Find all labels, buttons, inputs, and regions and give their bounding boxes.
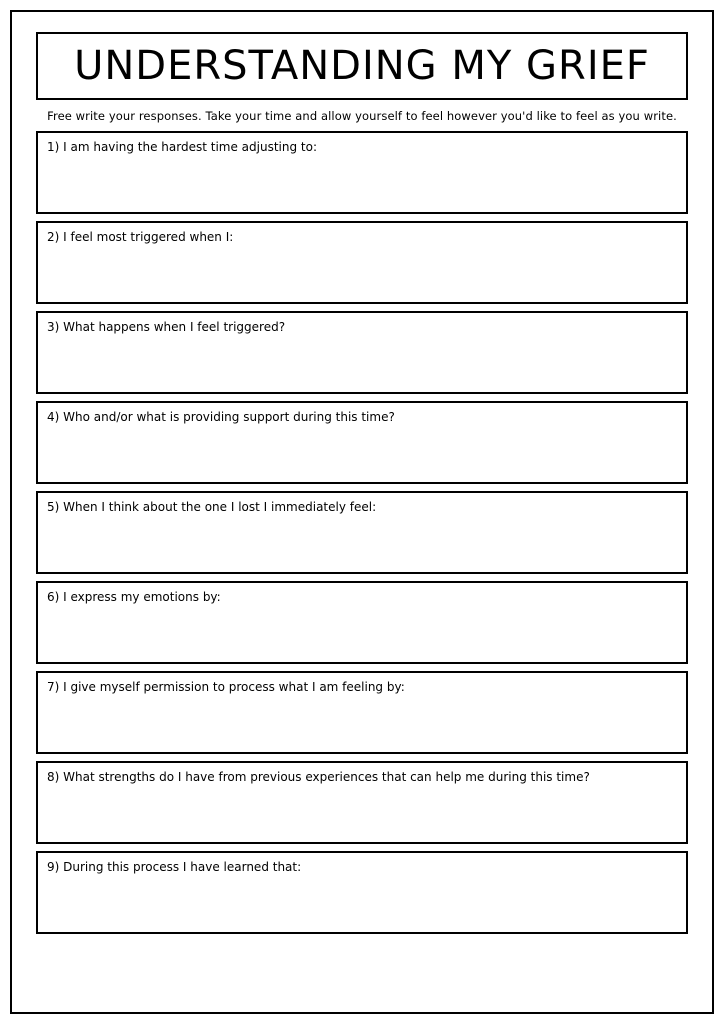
question-label-2: 2) I feel most triggered when I: <box>47 230 234 244</box>
answer-area-5[interactable] <box>47 524 677 566</box>
question-box-2[interactable] <box>36 221 688 304</box>
question-box-3[interactable] <box>36 311 688 394</box>
question-label-5: 5) When I think about the one I lost I immediately feel: <box>47 500 377 514</box>
question-box-6[interactable] <box>36 581 688 664</box>
question-label-6: 6) I express my emotions by: <box>47 590 221 604</box>
question-box-7[interactable] <box>36 671 688 754</box>
question-label-3: 3) What happens when I feel triggered? <box>47 320 286 334</box>
question-box-8[interactable] <box>36 761 688 844</box>
question-label-1: 1) I am having the hardest time adjusting to: <box>47 140 317 154</box>
answer-area-3[interactable] <box>47 344 677 386</box>
answer-area-6[interactable] <box>47 614 677 656</box>
question-box-5[interactable] <box>36 491 688 574</box>
question-label-8: 8) What strengths do I have from previous experiences that can help me during this time? <box>47 770 590 784</box>
title-banner <box>36 32 688 100</box>
question-box-4[interactable] <box>36 401 688 484</box>
answer-area-9[interactable] <box>47 884 677 926</box>
answer-area-7[interactable] <box>47 704 677 746</box>
question-box-9[interactable] <box>36 851 688 934</box>
question-box-1[interactable] <box>36 131 688 214</box>
question-label-7: 7) I give myself permission to process what I am feeling by: <box>47 680 405 694</box>
question-label-4: 4) Who and/or what is providing support during this time? <box>47 410 395 424</box>
answer-area-1[interactable] <box>47 164 677 206</box>
answer-area-4[interactable] <box>47 434 677 476</box>
instructions-text: Free write your responses. Take your time and allow yourself to feel however you'd like to feel as you write. <box>47 109 677 123</box>
page-title: UNDERSTANDING MY GRIEF <box>74 43 650 89</box>
answer-area-8[interactable] <box>47 794 677 836</box>
worksheet-content <box>36 32 688 941</box>
question-label-9: 9) During this process I have learned that: <box>47 860 302 874</box>
answer-area-2[interactable] <box>47 254 677 296</box>
